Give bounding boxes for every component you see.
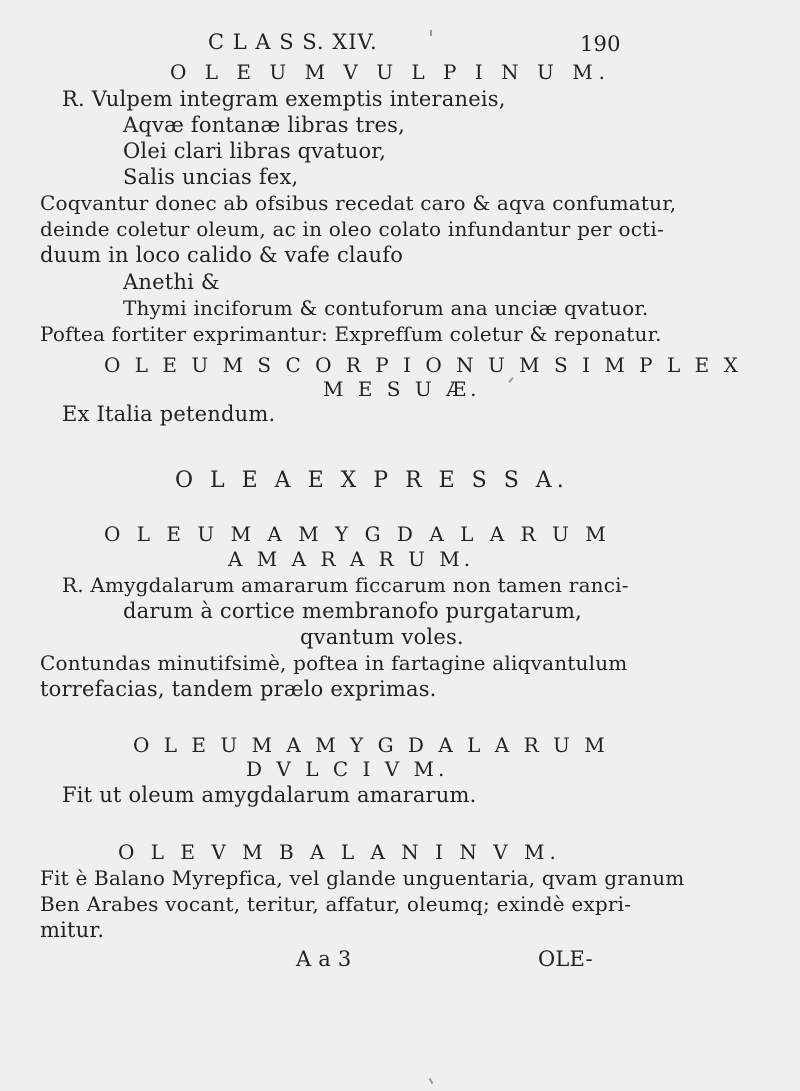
page-number: 190	[580, 32, 621, 56]
signature-mark: A a 3	[296, 947, 352, 971]
section-heading-olea-expressa: O L E A E X P R E S S A.	[175, 468, 569, 493]
text-line: duum in loco calido & vafe claufo	[40, 243, 404, 267]
text-line: mitur.	[40, 918, 105, 942]
text-line: Fit ut oleum amygdalarum amararum.	[62, 783, 477, 807]
running-head-class: C L A S S. XIV.	[208, 30, 378, 54]
section-heading-amararum: A M A R A R U M.	[228, 547, 475, 571]
text-line: Contundas minutifsimè, poftea in fartagine aliqvantulum	[40, 651, 628, 675]
text-line: darum à cortice membranofo purgatarum,	[123, 599, 582, 623]
text-line: Ben Arabes vocant, teritur, affatur, oleumq; exindè expri-	[40, 892, 632, 916]
paper-speck	[430, 30, 432, 36]
text-line: R. Vulpem integram exemptis interaneis,	[62, 87, 506, 111]
section-heading-oleum-vulpinum: O L E U M V U L P I N U M.	[170, 60, 612, 84]
section-heading-oleum-amygdalarum-dulcium: O L E U M A M Y G D A L A R U M	[133, 733, 609, 757]
section-heading-mesuae: M E S U Æ.	[323, 377, 481, 401]
section-heading-oleum-amygdalarum: O L E U M A M Y G D A L A R U M	[104, 522, 611, 546]
text-line: torrefacias, tandem prælo exprimas.	[40, 677, 437, 701]
text-line: Anethi &	[123, 270, 220, 294]
paper-speck	[508, 377, 513, 383]
section-heading-oleum-scorpionum: O L E U M S C O R P I O N U M S I M P L E X	[104, 353, 742, 377]
catchword: OLE-	[538, 947, 593, 971]
section-heading-oleum-balaninum: O L E V M B A L A N I N V M.	[118, 840, 561, 864]
text-line: qvantum voles.	[300, 625, 464, 649]
text-line: deinde coletur oleum, ac in oleo colato infundantur per octi-	[40, 217, 664, 241]
section-heading-dulcium: D V L C I V M.	[246, 757, 449, 781]
text-line: Salis uncias fex,	[123, 165, 299, 189]
text-line: Coqvantur donec ab ofsibus recedat caro & aqva confumatur,	[40, 191, 677, 215]
text-line: Aqvæ fontanæ libras tres,	[123, 113, 405, 137]
text-line: Thymi inciforum & contuforum ana unciæ qvatuor.	[123, 296, 649, 320]
text-line: Fit è Balano Myrepfica, vel glande unguentaria, qvam granum	[40, 866, 685, 890]
text-line: Ex Italia petendum.	[62, 402, 276, 426]
text-line: Olei clari libras qvatuor,	[123, 139, 387, 163]
text-line: R. Amygdalarum amararum ficcarum non tamen ranci-	[62, 573, 629, 597]
paper-speck	[429, 1078, 434, 1084]
text-line: Poftea fortiter exprimantur: Exprefſum coletur & reponatur.	[40, 322, 662, 346]
